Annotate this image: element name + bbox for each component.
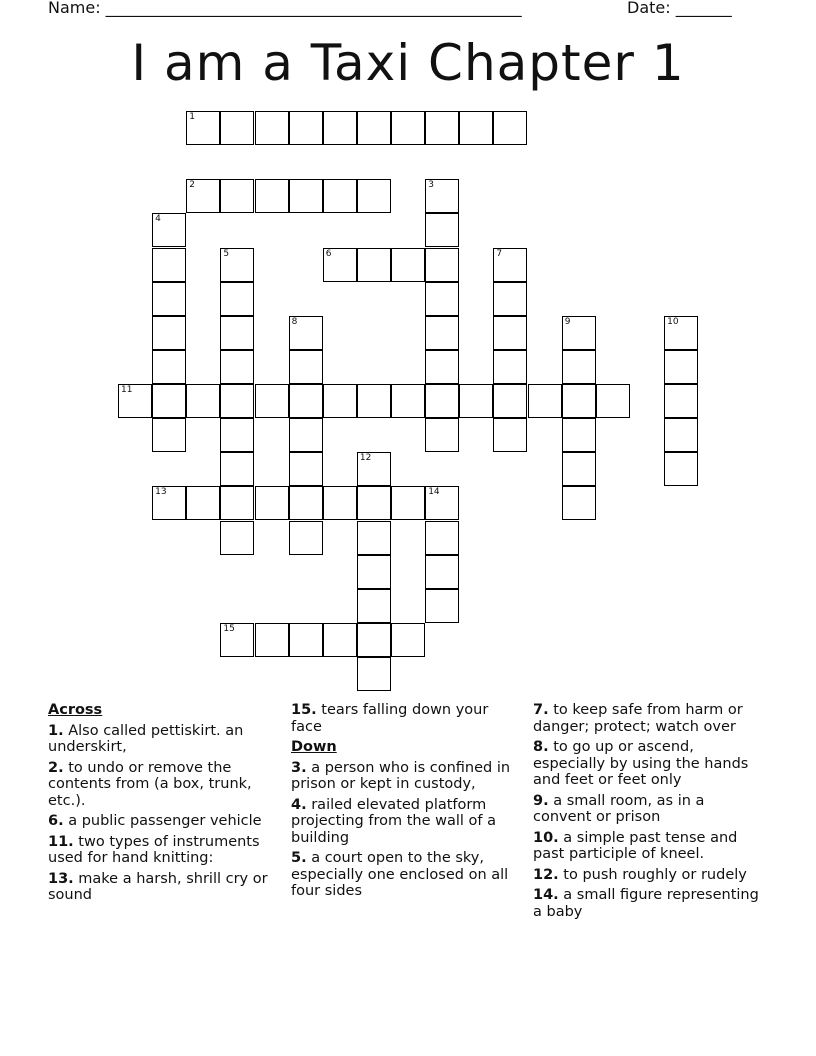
- crossword-cell[interactable]: [562, 384, 596, 418]
- crossword-cell[interactable]: [459, 111, 493, 145]
- clue-down-8: [533, 739, 763, 789]
- crossword-cell[interactable]: [493, 384, 527, 418]
- crossword-cell[interactable]: [493, 282, 527, 316]
- crossword-cell[interactable]: [118, 384, 152, 418]
- crossword-cell[interactable]: [220, 623, 254, 657]
- clue-across-11: [48, 834, 274, 867]
- clue-number: 3.: [291, 759, 307, 776]
- crossword-cell[interactable]: [152, 384, 186, 418]
- crossword-cell[interactable]: [528, 384, 562, 418]
- cell-number: 11: [121, 385, 133, 395]
- crossword-cell[interactable]: [357, 248, 391, 282]
- crossword-cell[interactable]: [425, 418, 459, 452]
- crossword-cell[interactable]: [220, 521, 254, 555]
- clue-text: Also called pettiskirt. an underskirt,: [48, 722, 244, 755]
- cell-number: 5: [223, 248, 230, 259]
- crossword-cell[interactable]: [152, 213, 186, 247]
- clue-across-2: [48, 760, 274, 810]
- crossword-cell[interactable]: [186, 111, 220, 145]
- crossword-cell[interactable]: [289, 418, 323, 452]
- crossword-cell[interactable]: [425, 316, 459, 350]
- clue-down-10: [533, 830, 763, 863]
- crossword-cell[interactable]: [357, 111, 391, 145]
- cell-number: 2: [189, 180, 196, 191]
- crossword-cell[interactable]: [357, 179, 391, 213]
- crossword-cell[interactable]: [493, 316, 527, 350]
- clue-number: 15.: [291, 702, 317, 718]
- crossword-cell[interactable]: [357, 452, 391, 486]
- clue-number: 4.: [291, 796, 307, 813]
- clue-text: to undo or remove the contents from (a box, trunk, etc.).: [48, 759, 252, 809]
- clue-down-3: [291, 760, 523, 793]
- clue-text: railed elevated platform projecting from the wall of a building: [291, 796, 496, 846]
- crossword-cell[interactable]: [220, 350, 254, 384]
- crossword-cell[interactable]: [562, 418, 596, 452]
- crossword-cell[interactable]: [357, 384, 391, 418]
- crossword-cell[interactable]: [220, 486, 254, 520]
- clue-text: make a harsh, shrill cry or sound: [48, 870, 268, 903]
- crossword-cell[interactable]: [425, 282, 459, 316]
- crossword-cell[interactable]: [289, 350, 323, 384]
- crossword-cell[interactable]: [152, 282, 186, 316]
- clue-down-5: [291, 850, 523, 900]
- crossword-cell[interactable]: [562, 316, 596, 350]
- crossword-cell[interactable]: [152, 350, 186, 384]
- crossword-cell[interactable]: [391, 111, 425, 145]
- down-heading: Down: [291, 739, 337, 755]
- crossword-cell[interactable]: [357, 657, 391, 691]
- clue-number: 1.: [48, 722, 64, 739]
- clue-across-15: [291, 702, 523, 735]
- crossword-cell[interactable]: [289, 316, 323, 350]
- cell-number: 7: [496, 248, 503, 259]
- crossword-cell[interactable]: [596, 384, 630, 418]
- cell-number: 14: [428, 487, 440, 498]
- crossword-cell[interactable]: [425, 179, 459, 213]
- crossword-cell[interactable]: [255, 111, 289, 145]
- crossword-cell[interactable]: [664, 316, 698, 350]
- crossword-cell[interactable]: [255, 486, 289, 520]
- crossword-cell[interactable]: [323, 111, 357, 145]
- crossword-cell[interactable]: [357, 589, 391, 623]
- crossword-cell[interactable]: [323, 179, 357, 213]
- clue-text: to push roughly or rudely: [563, 866, 747, 883]
- clue-text: to go up or ascend, especially by using the hands and feet or feet only: [533, 739, 749, 788]
- clue-number: 2.: [48, 759, 64, 776]
- crossword-cell[interactable]: [152, 418, 186, 452]
- date-field-line[interactable]: Date: _______: [627, 0, 732, 17]
- puzzle-title: I am a Taxi Chapter 1: [131, 34, 685, 92]
- clue-number: 12.: [533, 866, 559, 883]
- clue-column-3: [533, 702, 763, 924]
- cell-number: 9: [564, 316, 571, 327]
- clue-text: a small figure representing a baby: [533, 887, 759, 920]
- clue-number: 8.: [533, 739, 549, 755]
- crossword-cell[interactable]: [289, 452, 323, 486]
- crossword-cell[interactable]: [664, 452, 698, 486]
- across-heading: Across: [48, 702, 103, 718]
- crossword-cell[interactable]: [289, 486, 323, 520]
- crossword-cell[interactable]: [493, 418, 527, 452]
- clue-number: 9.: [533, 792, 549, 809]
- clue-across-13: [48, 871, 274, 904]
- crossword-cell[interactable]: [289, 179, 323, 213]
- crossword-cell[interactable]: [357, 555, 391, 589]
- crossword-cell[interactable]: [664, 418, 698, 452]
- crossword-cell[interactable]: [220, 418, 254, 452]
- crossword-cell[interactable]: [152, 486, 186, 520]
- cell-number: 1: [189, 112, 196, 122]
- cell-number: 8: [291, 316, 298, 327]
- name-field-line[interactable]: Name: ____________________________________________________: [48, 0, 522, 17]
- crossword-cell[interactable]: [323, 623, 357, 657]
- crossword-cell[interactable]: [425, 213, 459, 247]
- crossword-cell[interactable]: [425, 350, 459, 384]
- crossword-cell[interactable]: [323, 384, 357, 418]
- cell-number: 6: [325, 248, 332, 259]
- clue-number: 6.: [48, 813, 64, 829]
- crossword-cell[interactable]: [425, 111, 459, 145]
- crossword-cell[interactable]: [357, 486, 391, 520]
- crossword-cell[interactable]: [459, 384, 493, 418]
- crossword-cell[interactable]: [289, 623, 323, 657]
- clue-text: a court open to the sky, especially one enclosed on all four sides: [291, 850, 509, 899]
- crossword-cell[interactable]: [186, 486, 220, 520]
- crossword-cell[interactable]: [186, 179, 220, 213]
- clue-number: 10.: [533, 829, 559, 846]
- clue-number: 7.: [533, 702, 549, 718]
- clue-text: a small room, as in a convent or prison: [533, 792, 705, 825]
- crossword-cell[interactable]: [289, 384, 323, 418]
- crossword-cell[interactable]: [220, 248, 254, 282]
- crossword-cell[interactable]: [255, 179, 289, 213]
- crossword-cell[interactable]: [220, 179, 254, 213]
- crossword-cell[interactable]: [493, 248, 527, 282]
- crossword-cell[interactable]: [152, 248, 186, 282]
- crossword-cell[interactable]: [289, 111, 323, 145]
- crossword-cell[interactable]: [425, 384, 459, 418]
- crossword-cell[interactable]: [255, 623, 289, 657]
- cell-number: 13: [155, 487, 167, 498]
- crossword-cell[interactable]: [323, 486, 357, 520]
- crossword-cell[interactable]: [391, 248, 425, 282]
- crossword-cell[interactable]: [220, 282, 254, 316]
- cell-number: 15: [223, 624, 235, 634]
- clue-down-9: [533, 793, 763, 826]
- crossword-cell[interactable]: [391, 486, 425, 520]
- cell-number: 4: [155, 214, 161, 225]
- crossword-cell[interactable]: [664, 350, 698, 384]
- crossword-cell[interactable]: [664, 384, 698, 418]
- crossword-cell[interactable]: [425, 589, 459, 623]
- clue-down-4: [291, 797, 523, 847]
- clue-down-7: [533, 702, 763, 735]
- clue-down-14: [533, 887, 763, 920]
- crossword-cell[interactable]: [425, 555, 459, 589]
- clue-number: 14.: [533, 887, 559, 903]
- clue-text: two types of instruments used for hand knitting:: [48, 833, 260, 866]
- crossword-cell[interactable]: [425, 521, 459, 555]
- clue-column-1: [48, 702, 274, 908]
- clue-across-1: [48, 723, 274, 756]
- crossword-cell[interactable]: [357, 623, 391, 657]
- clue-number: 11.: [48, 833, 74, 850]
- cell-number: 3: [428, 180, 434, 191]
- crossword-cell[interactable]: [152, 316, 186, 350]
- crossword-cell[interactable]: [220, 452, 254, 486]
- crossword-cell[interactable]: [391, 384, 425, 418]
- crossword-cell[interactable]: [220, 111, 254, 145]
- crossword-cell[interactable]: [220, 316, 254, 350]
- cell-number: 12: [359, 453, 372, 464]
- clue-text: a public passenger vehicle: [68, 813, 262, 829]
- crossword-cell[interactable]: [323, 248, 357, 282]
- crossword-cell[interactable]: [493, 111, 527, 145]
- clue-number: 13.: [48, 870, 74, 887]
- crossword-cell[interactable]: [220, 384, 254, 418]
- clue-text: tears falling down your face: [291, 702, 489, 735]
- clue-text: a simple past tense and past participle of kneel.: [533, 829, 738, 862]
- crossword-cell[interactable]: [391, 623, 425, 657]
- crossword-cell[interactable]: [562, 486, 596, 520]
- crossword-cell[interactable]: [255, 384, 289, 418]
- crossword-cell[interactable]: [289, 521, 323, 555]
- clue-text: to keep safe from harm or danger; protect; watch over: [533, 702, 743, 735]
- clue-text: a person who is confined in prison or kept in custody,: [291, 759, 511, 792]
- cell-number: 10: [667, 316, 679, 327]
- crossword-cell[interactable]: [425, 248, 459, 282]
- clue-number: 5.: [291, 850, 307, 866]
- crossword-cell[interactable]: [186, 384, 220, 418]
- crossword-cell[interactable]: [562, 452, 596, 486]
- crossword-cell[interactable]: [493, 350, 527, 384]
- clue-column-2: [291, 702, 523, 904]
- crossword-cell[interactable]: [425, 486, 459, 520]
- crossword-cell[interactable]: [357, 521, 391, 555]
- clue-down-12: [533, 867, 763, 884]
- crossword-cell[interactable]: [562, 350, 596, 384]
- clue-across-6: [48, 813, 274, 830]
